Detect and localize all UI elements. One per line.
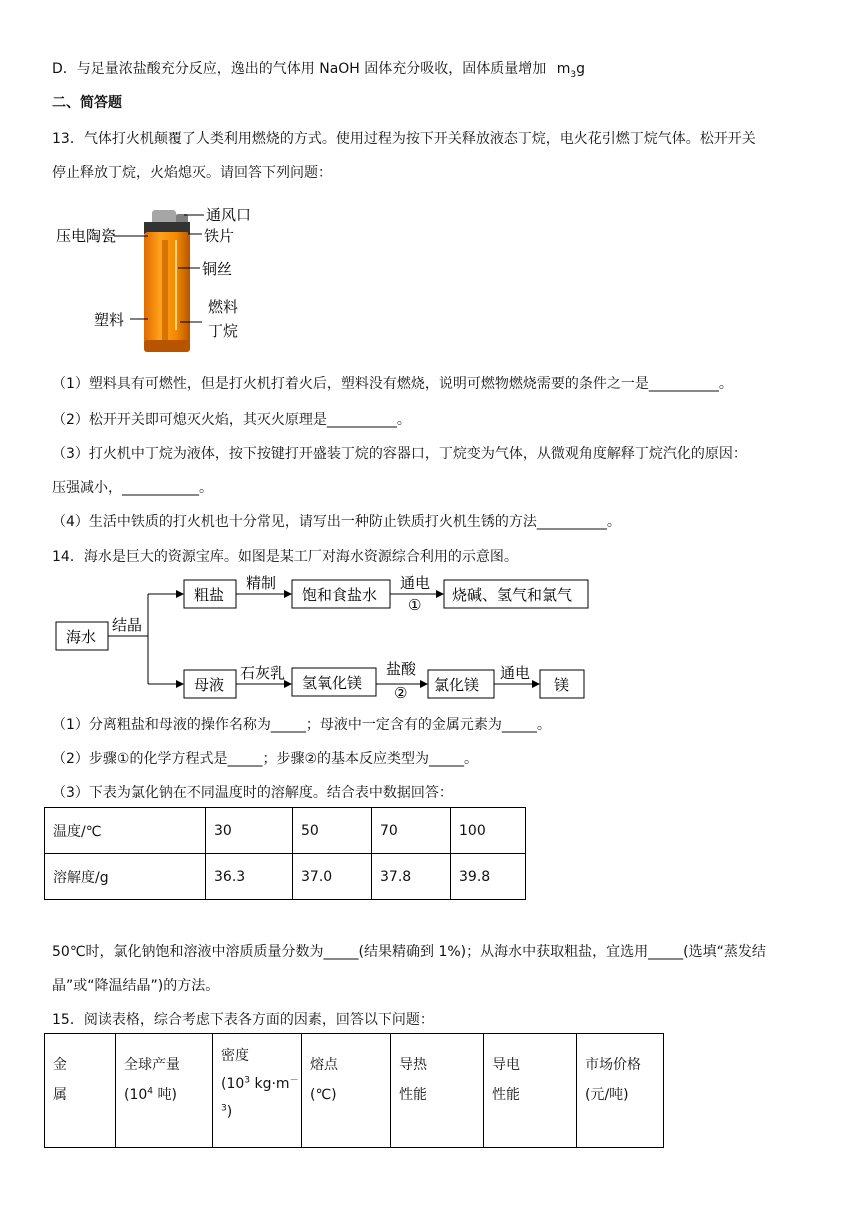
- flow-products1: 烧碱、氢气和氯气: [452, 586, 573, 604]
- flow-step1: ①: [408, 596, 422, 614]
- arrowhead-elec1: [436, 590, 444, 598]
- table-cell: 温度/℃: [45, 808, 206, 854]
- table-cell: 37.8: [372, 854, 451, 900]
- lighter-fuel-tube: [162, 240, 168, 340]
- output-sup: 4: [147, 1086, 154, 1097]
- seawater-flow-diagram: [52, 572, 612, 704]
- density-prefix: (10: [221, 1076, 245, 1092]
- flow-crude-salt: 粗盐: [194, 586, 225, 604]
- flow-mg: 镁: [554, 676, 570, 694]
- header-density-b: [221, 1070, 301, 1098]
- lighter-base: [144, 340, 190, 352]
- header-heat-a: 导热: [399, 1057, 427, 1073]
- header-electric-a: 导电: [492, 1057, 520, 1073]
- header-density: [213, 1034, 302, 1148]
- q13-part1: （1）塑料具有可燃性，但是打火机打着火后，塑料没有燃烧，说明可燃物燃烧需要的条件之一是__________。: [52, 376, 733, 392]
- header-electric-b: 性能: [492, 1087, 520, 1103]
- label-plastic: 塑料: [94, 311, 125, 329]
- header-melting: [302, 1034, 391, 1148]
- table-cell: 50: [293, 808, 372, 854]
- flow-brine: 饱和食盐水: [302, 586, 378, 604]
- metal-table: [44, 1033, 664, 1148]
- header-heat-b: 性能: [399, 1087, 427, 1103]
- label-iron: 铁片: [204, 227, 235, 245]
- header-melting-a: 熔点: [310, 1057, 338, 1073]
- q14-part2: （2）步骤①的化学方程式是_____；步骤②的基本反应类型为_____。: [52, 751, 479, 767]
- arrowhead-lime: [284, 680, 292, 688]
- mass-unit: g: [576, 61, 585, 77]
- flow-hcl: 盐酸: [386, 660, 417, 678]
- lighter-figure: [52, 200, 262, 360]
- label-copper: 铜丝: [202, 260, 233, 278]
- table-cell: 39.8: [451, 854, 526, 900]
- option-d-text: D．与足量浓盐酸充分反应，逸出的气体用 NaOH 固体充分吸收，固体质量增加: [52, 61, 547, 77]
- table-row: [45, 808, 526, 854]
- q13-part4: （4）生活中铁质的打火机也十分常见，请写出一种防止铁质打火机生锈的方法__________。: [52, 514, 621, 530]
- arrowhead-bottom: [176, 680, 184, 688]
- q14-stem: 14．海水是巨大的资源宝库。如图是某工厂对海水资源综合利用的示意图。: [52, 549, 518, 565]
- table-cell: 36.3: [206, 854, 293, 900]
- q13-stem-1: 13．气体打火机颠覆了人类利用燃烧的方式。使用过程为按下开关释放液态丁烷，电火花引燃丁烷气体。松开开关: [52, 131, 756, 147]
- table-cell: 溶解度/g: [45, 854, 206, 900]
- density-sup: 3: [244, 1075, 251, 1086]
- q14-part3: （3）下表为氯化钠在不同温度时的溶解度。结合表中数据回答：: [52, 785, 453, 801]
- q13-part2: （2）松开开关即可熄灭火焰，其灭火原理是__________。: [52, 412, 411, 428]
- density-unit: kg·m: [250, 1076, 290, 1092]
- q13-stem-2: 停止释放丁烷，火焰熄灭。请回答下列问题：: [52, 165, 332, 181]
- flow-seawater: 海水: [66, 628, 97, 646]
- mass-subscript: 3: [570, 69, 577, 80]
- header-density-c: [221, 1098, 301, 1126]
- lighter-cap: [152, 210, 176, 224]
- header-electric: [484, 1034, 577, 1148]
- table-cell: 70: [372, 808, 451, 854]
- flow-limemilk: 石灰乳: [240, 664, 286, 682]
- header-melting-b: (℃): [310, 1087, 337, 1103]
- header-metal-b: 属: [53, 1087, 67, 1103]
- solubility-table: [44, 807, 526, 900]
- arrowhead-top: [176, 590, 184, 598]
- table-cell: 30: [206, 808, 293, 854]
- flow-electrolysis1: 通电: [400, 574, 431, 592]
- output-prefix: (10: [124, 1087, 148, 1103]
- density-close: ): [226, 1104, 233, 1120]
- header-metal-a: 金: [53, 1057, 67, 1073]
- mass-symbol: m: [556, 61, 571, 77]
- table-cell: 100: [451, 808, 526, 854]
- arrowhead-hcl: [420, 680, 428, 688]
- label-piezo: 压电陶瓷: [56, 227, 117, 245]
- option-d-mass: [556, 61, 585, 80]
- table-row: [45, 854, 526, 900]
- q13-part3b: 压强减小，___________。: [52, 480, 213, 496]
- flow-electrolysis2: 通电: [500, 664, 531, 682]
- flow-step2: ②: [394, 684, 408, 702]
- q14-part4b: 晶”或“降温结晶”)的方法。: [52, 978, 220, 994]
- label-fuel: 燃料: [208, 298, 239, 316]
- header-output: [116, 1034, 213, 1148]
- arrowhead-elec2: [532, 680, 540, 688]
- header-heat: [391, 1034, 484, 1148]
- flow-mgcl: 氯化镁: [434, 676, 480, 694]
- header-price-a: 市场价格: [585, 1057, 641, 1073]
- q14-part1: （1）分离粗盐和母液的操作名称为_____；母液中一定含有的金属元素为_____。: [52, 717, 551, 733]
- header-price-b: (元/吨): [585, 1087, 629, 1103]
- density-exp: 3: [221, 1103, 227, 1114]
- header-output-b: [124, 1080, 212, 1110]
- header-price: [577, 1034, 664, 1148]
- flow-mgoh: 氢氧化镁: [302, 674, 363, 692]
- label-vent: 通风口: [206, 206, 252, 224]
- label-butane: 丁烷: [208, 322, 239, 340]
- arrowhead-refine: [284, 590, 292, 598]
- flow-refine: 精制: [246, 574, 277, 592]
- header-output-a: 全球产量: [124, 1057, 180, 1073]
- header-metal: [45, 1034, 116, 1148]
- section-heading: 二、简答题: [52, 95, 122, 111]
- q15-stem: 15．阅读表格，综合考虑下表各方面的因素，回答以下问题：: [52, 1012, 434, 1028]
- output-unit: 吨): [153, 1087, 177, 1103]
- q14-part4a: 50℃时，氯化钠饱和溶液中溶质质量分数为_____(结果精确到 1%)；从海水中获取粗盐，宜选用_____(选填“蒸发结: [52, 944, 766, 960]
- flow-mother: 母液: [194, 676, 225, 694]
- table-cell: 37.0: [293, 854, 372, 900]
- table-row: [45, 1034, 664, 1148]
- option-d: [52, 59, 585, 79]
- density-minus: －: [289, 1075, 299, 1086]
- header-density-a: 密度: [221, 1048, 249, 1064]
- flow-crystallize: 结晶: [112, 616, 143, 634]
- q13-part3a: （3）打火机中丁烷为液体，按下按键打开盛装丁烷的容器口，丁烷变为气体，从微观角度解释丁烷汽化的原因：: [52, 446, 747, 462]
